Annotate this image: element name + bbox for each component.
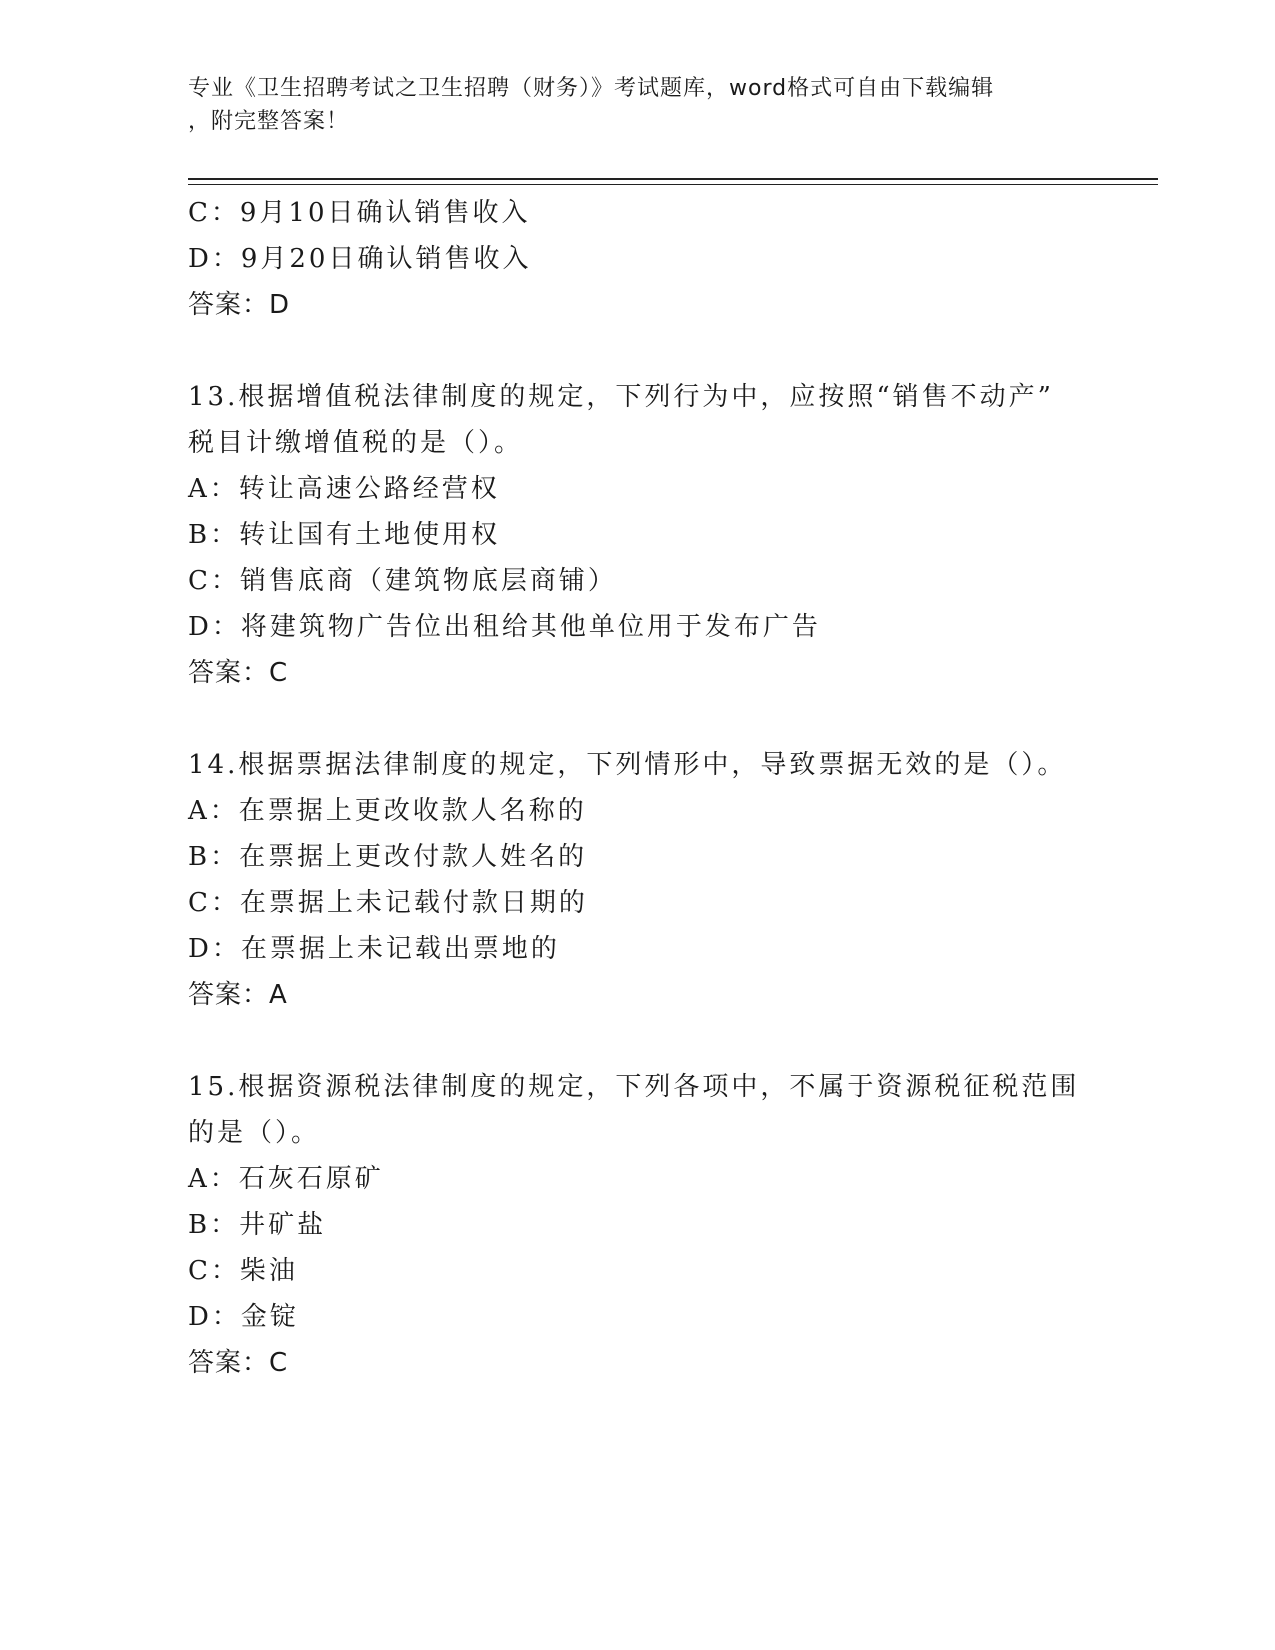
option-d: D：在票据上未记载出票地的 [188, 934, 560, 964]
header-divider-thin [188, 184, 1158, 185]
option-d: D：9月20日确认销售收入 [188, 244, 532, 274]
option-a: A：在票据上更改收款人名称的 [188, 796, 587, 826]
spacer [188, 328, 1088, 374]
question-stem-line: 的是（）。 [188, 1118, 321, 1148]
answer-line: 答案：D [188, 290, 291, 320]
spacer [188, 696, 1088, 742]
question-12-continued [188, 190, 1088, 328]
option-d: D：将建筑物广告位出租给其他单位用于发布广告 [188, 612, 821, 642]
option-d: D：金锭 [188, 1302, 299, 1332]
option-c: C：9月10日确认销售收入 [188, 198, 531, 228]
answer-line: 答案：C [188, 1348, 289, 1378]
spacer [188, 1018, 1088, 1064]
question-stem-line: 税目计缴增值税的是（）。 [188, 428, 524, 458]
option-c: C：销售底商（建筑物底层商铺） [188, 566, 617, 596]
option-c: C：柴油 [188, 1256, 298, 1286]
question-stem-line: 15.根据资源税法律制度的规定，下列各项中，不属于资源税征税范围 [188, 1072, 1080, 1102]
option-a: A：转让高速公路经营权 [188, 474, 500, 504]
question-15 [188, 1064, 1088, 1386]
answer-line: 答案：A [188, 980, 288, 1010]
answer-line: 答案：C [188, 658, 289, 688]
option-c: C：在票据上未记载付款日期的 [188, 888, 588, 918]
option-b: B：井矿盐 [188, 1210, 327, 1240]
header-divider-thick [188, 178, 1158, 180]
header-line-1: 专业《卫生招聘考试之卫生招聘（财务）》考试题库，word格式可自由下载编辑 [188, 76, 995, 101]
question-13 [188, 374, 1088, 696]
header-line-2: ，附完整答案！ [188, 109, 350, 134]
document-header [188, 72, 1068, 138]
option-b: B：在票据上更改付款人姓名的 [188, 842, 588, 872]
question-14 [188, 742, 1088, 1018]
question-stem-line: 13.根据增值税法律制度的规定，下列行为中，应按照“销售不动产” [188, 382, 1054, 412]
option-b: B：转让国有土地使用权 [188, 520, 501, 550]
document-body [188, 190, 1088, 1386]
option-a: A：石灰石原矿 [188, 1164, 384, 1194]
question-stem-line: 14.根据票据法律制度的规定，下列情形中，导致票据无效的是（）。 [188, 750, 1067, 780]
